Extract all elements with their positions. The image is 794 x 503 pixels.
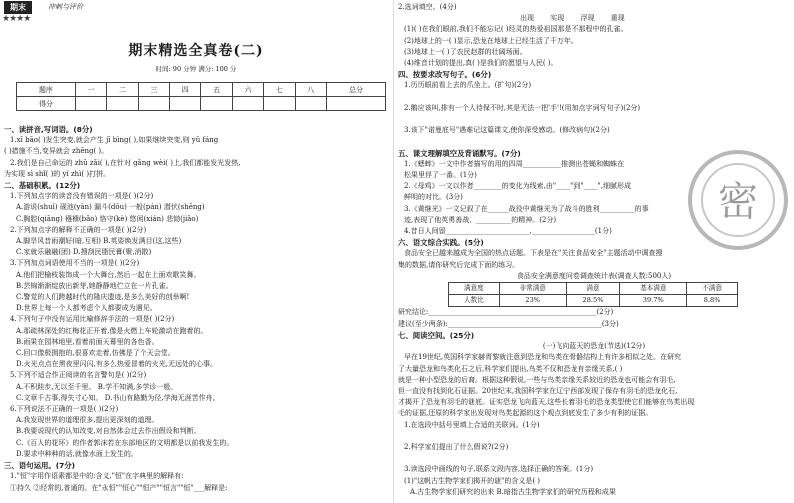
section-heading: 五、课文理解填空及背诵默写。(7分) xyxy=(398,148,521,158)
score-cell: 四 xyxy=(170,83,201,97)
question-line: (3)地球上一( )了农民赵群的壮阔场面。 xyxy=(404,47,527,56)
right-questions xyxy=(398,2,790,498)
question-line: 迹,表现了他英勇善战、__________的精神。(2分) xyxy=(404,215,557,224)
score-cell[interactable] xyxy=(201,97,232,111)
question-line: 研究结论:________________________________________________(2分) xyxy=(398,308,614,317)
question-line xyxy=(398,431,790,442)
score-cell[interactable] xyxy=(170,97,201,111)
score-cell: 八 xyxy=(295,83,326,97)
section-heading: 一、读拼音,写词语。(8分) xyxy=(4,125,93,134)
question-line: C.回口像极拥抱的,很喜欢走着,仿佛是了个天会堂。 xyxy=(16,349,175,358)
question-line: 2.鹅应该叫,排有一个人待保不时,其是无法一把'手'!(用加点字词写句子)(2分) xyxy=(404,103,641,112)
score-table xyxy=(16,82,386,111)
exam-meta: 时间: 90 分钟 满分: 100 分 xyxy=(155,65,237,73)
survey-table xyxy=(448,282,738,307)
question-line: 6.下列说法不正确的一项是( )(2分) xyxy=(10,405,119,414)
question-line: 鲜明的对比。(3分) xyxy=(404,193,463,202)
question-line: 1.xī bāo( )发生突变,就会产生 jī bìng( ),如果继续突变,则 yǔ fáng xyxy=(10,136,219,145)
survey-value-cell: 23% xyxy=(499,295,566,307)
question-line: ( )措施不当,变异就会 zhēng( )。 xyxy=(4,147,109,156)
question-line: C.胸腔(qiāng) 襁褓(bǎo) 恪守(kè) 悠闲(xián) 悲恸(jiǎo) xyxy=(16,214,199,223)
question-line: C.《百人的花环》的作者郭沫若在东部地区的文明都是以前我发生的。 xyxy=(16,438,234,447)
question-line: 2.下列加点字的解释不正确的一项是( )(2分) xyxy=(10,225,147,234)
survey-row-label: 人数比 xyxy=(449,295,500,307)
survey-header-cell: 满意 xyxy=(566,283,620,295)
question-line: (2)地球上的一( )显示,恐龙在地球上已经生活了千万年。 xyxy=(404,36,578,45)
question-line: 2.科学家们提出了什么假说?(2分) xyxy=(404,442,509,451)
score-cell: 六 xyxy=(232,83,263,97)
survey-header-cell: 非常满意 xyxy=(499,283,566,295)
survey-header-cell: 满意度 xyxy=(449,283,500,295)
question-line: 5.下列不适合作正阅读的名言警句是( )(2分) xyxy=(10,371,147,380)
seal-character: 密 xyxy=(718,179,758,225)
section-heading: 七、阅读空间。(25分) xyxy=(398,330,475,340)
question-line: (1)"这帆古生物学家们揭开的谜"的含义是( ) xyxy=(404,476,541,485)
score-cell: 得分 xyxy=(17,97,76,111)
question-line: 毛的证据,还原的科学家出发现对鸟类起源的这个观点到底发生了多少有利的证据。 xyxy=(398,409,653,418)
score-cell: 七 xyxy=(264,83,295,97)
score-header-row xyxy=(17,83,386,97)
question-line: 才揭开了恐龙有羽毛的谜底。证实恐龙飞向蓝天,这些长着羽毛的恐龙类型使它们能够在鸟类出现 xyxy=(398,398,695,407)
question-line: C.家就乐融融(团) D.搜刮民脂民膏(聚,消散) xyxy=(16,248,152,257)
question-line: 但一直没有找到化石证据。20世纪末,我国科学家在辽宁西部发现了保存有羽毛的恐龙化石, xyxy=(398,386,678,395)
question-line: 4.下列句子中没有运用比喻修辞手法的一项是( )(2分) xyxy=(10,315,175,324)
score-cell[interactable] xyxy=(264,97,295,111)
score-cell[interactable] xyxy=(327,97,386,111)
header-badge: 期末 xyxy=(4,1,32,14)
header-subtitle: 冲刺与评价 xyxy=(48,3,83,11)
section-heading: 四、按要求改写句子。(6分) xyxy=(398,70,492,80)
left-questions xyxy=(4,124,390,494)
question-line: 2.《母鸡》一文以作者________的变化为线索,由"____"到"____",细腻形成 xyxy=(404,182,632,191)
question-line: D.世界上每一个人都考虑个人都要成为遇见。 xyxy=(16,304,157,313)
question-line: 1.历历眼前看上去的爪坐上。(扩句)(2分) xyxy=(404,81,532,90)
question-line: A.脚旱风昔雨潮好(暗,互相) B.英姿焕发满目(这,这些) xyxy=(16,237,182,246)
question-line: 集的数据,请你研究后完成下面的练习。 xyxy=(398,260,520,269)
score-cell[interactable] xyxy=(295,97,326,111)
question-line: 出现 实现 浮现 重现 xyxy=(520,14,625,23)
question-line: ①持久 ②经常的,普通的。在"永恒""恒心""恒产""恒言""恒"___解释是: xyxy=(10,483,228,492)
score-cell: 题序 xyxy=(17,83,76,97)
score-cell[interactable] xyxy=(107,97,138,111)
star-icon: ★★★★ xyxy=(2,14,31,24)
question-line: A.古生物学家们研究的出来 B.暗指古生物学家们的研究历程和成果 xyxy=(410,487,616,496)
question-line: (4)维音计划的提出,真( )是我们的愿望与人民( )。 xyxy=(404,59,558,68)
question-line: 早在19世纪,英国科学家赫胥黎就注意到恐龙和鸟类在骨骼结构上有许多相似之处。在研究 xyxy=(404,353,682,362)
question-line: A.游说(shuì) 砚池(yàn) 漏斗(dǒu) 一般(pán) 潜伏(shēng) xyxy=(16,203,205,212)
section-heading: 二、基础积累。(12分) xyxy=(4,181,81,191)
survey-header-cell: 基本满意 xyxy=(620,283,687,295)
column-divider xyxy=(393,0,394,503)
left-column xyxy=(0,0,392,503)
question-line: 1.在选段中括号里填上合适的关联词。(1分) xyxy=(404,420,540,429)
question-line: A.他们把榆枝装饰成一个大舞台,然后一起在上面欢歌笑舞。 xyxy=(16,270,201,279)
question-line: A.我发现世界的道理很多,提出更深刻的道理。 xyxy=(16,416,159,425)
score-cell: 一 xyxy=(75,83,106,97)
question-line: 了大量恐龙和鸟类化石之后,科学家们提出,鸟类不仅和恐龙有亲缘关系,( ) xyxy=(398,364,623,373)
question-line: (一)飞向蓝天的恐龙(节选)(12分) xyxy=(542,342,646,351)
question-line: 1."恒"字用作语素都是中的:含义,"恒"在字典里的解释有: xyxy=(10,472,184,481)
question-line: 4.昔日人间留________________________,__________________(1分) xyxy=(404,227,612,236)
score-cell: 三 xyxy=(138,83,169,97)
survey-header-row xyxy=(449,283,738,295)
question-line: A.那疏林深处的红梅花正开着,像是火燃上车轮激动在跑着的。 xyxy=(16,326,208,335)
question-line: 就是一种小型恐龙的后裔。根据这种假说,一些与鸟类亲缘关系较近的恐龙也可能会有羽毛, xyxy=(398,375,676,384)
header-banner xyxy=(0,0,160,14)
question-line: 为实现 sì shǐ( )的 yí zhì( )打拼。 xyxy=(4,169,111,178)
survey-value-row xyxy=(449,295,738,307)
question-line xyxy=(398,92,790,103)
question-line: (1)( )在我们眼前,我们不能忘记( )经灵的热爱祖国那是不那程中的孔雀。 xyxy=(404,25,628,34)
right-column xyxy=(398,0,794,503)
section-heading: 三、语句运用。(7分) xyxy=(4,461,76,471)
question-line: 3.《黄继光》一文记叙了在______战役中黄继光为了战斗的胜利__________的事 xyxy=(404,204,649,213)
survey-header-cell: 不满意 xyxy=(687,283,738,295)
question-line: C.警觉的人们跨越时代的隆庆遗迹,是多么美好的创举啊! xyxy=(16,293,190,302)
question-line: 3.该下"诺曼底号"遇难记这篇课文,使你深受感动。(修改病句)(2分) xyxy=(404,126,610,135)
question-line: C.文章千古事,得失寸心知。 D.书山有路勤为径,学海无涯苦作舟。 xyxy=(16,393,220,402)
question-line: 食品安全已越来越成为全国的热点话题。下表是在"关注食品安全"主题活动中调查搜 xyxy=(404,249,663,258)
question-line: 食品安全满意度问卷调查统计表(调查人数:500人) xyxy=(516,271,672,280)
question-line: 2.我们是自己命运的 zhǔ zǎi( ),在针对 gǎng wèi( )上,我们都能发光发热, xyxy=(10,158,241,167)
score-cell: 总分 xyxy=(327,83,386,97)
score-cell[interactable] xyxy=(138,97,169,111)
question-line: B.芸锦渐渐绽放出新芽,她静静地伫立在一片孔雀。 xyxy=(16,281,173,290)
question-line xyxy=(398,453,790,464)
question-line: D.火光点点在黑夜里闪闪,有多么热爱冒着的火光,无远处的心事。 xyxy=(16,360,218,369)
score-cell[interactable] xyxy=(232,97,263,111)
question-line: D.要求中种种的话,就像水面上发生的。 xyxy=(16,449,138,458)
question-line: 1.下列加点字的读音没有错误的一项是( )(2分) xyxy=(10,192,154,201)
score-value-row xyxy=(17,97,386,111)
question-line: 2.选词填空。(4分) xyxy=(398,3,457,11)
question-line: B.我要说现代的认知改变,对自然体会过去作出假设和判断。 xyxy=(16,427,201,436)
score-cell: 五 xyxy=(201,83,232,97)
question-line xyxy=(398,114,790,125)
survey-value-cell: 28.5% xyxy=(566,295,620,307)
score-cell[interactable] xyxy=(75,97,106,111)
score-cell: 二 xyxy=(107,83,138,97)
survey-value-cell: 39.7% xyxy=(620,295,687,307)
question-line: 3.下列加点词语使用不当的一项是( )(2分) xyxy=(10,259,140,268)
question-line: 松果里俘了一番。(1分) xyxy=(404,171,477,180)
section-heading: 六、语文综合实践。(5分) xyxy=(398,238,484,248)
question-line: 建议(至少两条):____________________________________________(3分) xyxy=(398,319,619,328)
page-title: 期末精选全真卷(二) xyxy=(128,43,264,59)
question-line xyxy=(398,136,790,147)
confidential-seal xyxy=(688,150,788,250)
question-line: 1.《蟋蟀》一文中作者描写的用的四周___________推测出苍蝇和蜘蛛在 xyxy=(404,159,625,168)
question-line: A.不积跬步,无以至千里。 B.学不知满,多学诊一般。 xyxy=(16,382,178,391)
question-line: B.雨果在园林地里,看着前面天幕里的各色香。 xyxy=(16,337,159,346)
question-line: 3.读选段中画线的句子,联系文段内容,选择正确的答案。(1分) xyxy=(404,465,594,474)
survey-value-cell: 8.8% xyxy=(687,295,738,307)
